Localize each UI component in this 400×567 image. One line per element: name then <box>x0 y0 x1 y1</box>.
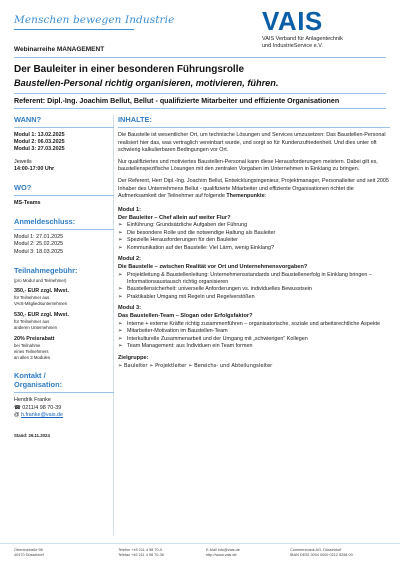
stand-date: Stand: 26.11.2024 <box>14 433 50 439</box>
email-icon: @ <box>14 411 20 418</box>
deadline-3: Modul 3: 18.03.2025 <box>14 248 64 255</box>
footer-text: Telefon +49 211 4 98 70-0 <box>118 548 162 552</box>
contact-email-link[interactable]: h.franke@vais.de <box>20 411 64 418</box>
logo-line-1: VAIS Verband für Anlagentechnik <box>262 36 343 42</box>
module-1-label: Modul 1: <box>118 206 141 213</box>
fee-others: 530,- EUR zzgl. Mwst. <box>14 312 69 319</box>
list-item: ➢ Baustellensicherheit: universelle Anforderungen vs. individuelles Bewusstsein <box>118 286 390 293</box>
module-3-list <box>118 321 390 351</box>
intro-paragraph-1: Die Baustelle ist wesentlicher Ort, um technische Lösungen und Services umzusetzen: Das Baustellen-Personal realisiert hier das, was vertraglich vereinbart wurde, und sorgt so für Kundenzufriedenheit. Und dies unter oft schwierig kalkulierbaren Bedingungen vor Ort. <box>118 132 386 154</box>
contact-name: Hendrik Franke <box>14 397 51 404</box>
date-1: Modul 1: 13.02.2025 <box>14 132 65 138</box>
divider-top <box>14 57 386 58</box>
p3-colon: : <box>264 193 267 200</box>
module-2-title: Die Baustelle – zwischen Realität vor Ort und Unternehmensvorgaben? <box>118 263 308 270</box>
footer-address <box>14 548 44 558</box>
contents-rule <box>118 127 390 128</box>
footer-text: Commerzbank AG, Düsseldorf <box>290 548 342 552</box>
footer-text: http://www.vais.de <box>206 553 237 557</box>
footer-text: 40470 Düsseldorf <box>14 553 44 557</box>
contact-email-row <box>14 412 114 419</box>
page-subtitle: Baustellen-Personal richtig organisieren, motivieren, führen. <box>14 78 279 88</box>
module-1-list <box>118 222 390 252</box>
footer-text: IBAN DE52 3004 0000 0212 8258 00 <box>290 553 353 557</box>
logo-mark: VAIS <box>262 6 323 36</box>
left-column <box>14 115 114 439</box>
date-3: Modul 3: 27.03.2025 <box>14 146 65 153</box>
footer-bank <box>290 548 353 558</box>
list-item: ➢ Mitarbeiter-Motivation im Baustellen-Team <box>118 328 390 335</box>
footer-text: Oberenstraße 96 <box>14 548 43 552</box>
deadline-1: Modul 1: 27.01.2025 <box>14 234 64 241</box>
fee-members-b: VAIS-Mitgliedsunternehmen <box>14 301 68 307</box>
time-range: 14:00-17:00 Uhr <box>14 165 55 172</box>
contents-heading: INHALTE: <box>118 115 152 124</box>
p3-text: Der Referent, Herr Dipl.-Ing. Joachim Bellut, Entwicklungsingenieur, Projektmanager, Personalleiter und seit 2005 Inhaber des Unternehmens Bellut - qualifizierte Mitarbeiter und effiziente Organisationen richtet die Aufmerksamkeit der Teilnehmer auf folgende <box>118 177 389 200</box>
list-item: ➢ Interkulturelle Zusammenarbeit und der Umgang mit „schwierigen" Kollegen <box>118 336 390 343</box>
logo-line-2: und IndustrieService e.V. <box>262 42 323 49</box>
footer-web <box>206 548 240 558</box>
module-2-label: Modul 2: <box>118 255 141 262</box>
list-item: ➢ Projektleitung & Baustellenleitung: Unternehmensstandards und Baustellenerfolg in Einklang bringen – Informationsaustausch richtig organisieren <box>118 272 390 287</box>
location: MS-Teams <box>14 200 41 207</box>
module-2-list <box>118 272 390 302</box>
discount-line-4: an allen 3 Modulen <box>14 355 51 361</box>
contact-phone: ☎ 0211/4 98 70-39 <box>14 404 62 411</box>
list-item: ➢ Einführung: Grundsätzliche Aufgaben der Führung <box>118 222 390 229</box>
when-heading: WANN? <box>14 115 42 124</box>
intro-paragraph-2: Nur qualifiziertes und motiviertes Baustellen-Personal kann diese Herausforderungen meistern. Dabei gilt es, baustellenspezifische Lösungen mit den zentralen Vorgaben im Unternehmen in Einklang zu bringen. <box>118 158 378 173</box>
list-item: ➢ Spezielle Herausforderungen für den Bauleiter <box>118 237 390 244</box>
target-group-heading: Zielgruppe: <box>118 355 149 362</box>
list-item: ➢ Interne + externe Kräfte richtig zusammenführen – organisatorische, soziale und arbeitsrechtliche Aspekte <box>118 321 390 328</box>
where-heading: WO? <box>14 183 32 193</box>
contact-heading-2: Organisation: <box>14 380 63 390</box>
discount-line-2: bei Teilnahme <box>14 343 41 349</box>
module-3-label: Modul 3: <box>118 305 141 312</box>
deadline-heading: Anmeldeschluss: <box>14 217 76 227</box>
list-item: ➢ Kommunikation auf der Baustelle: Viel Lärm, wenig Einklang? <box>118 245 390 252</box>
date-2: Modul 2: 06.03.2025 <box>14 139 65 146</box>
divider-mid <box>14 93 386 94</box>
series-label: Webinarreihe MANAGEMENT <box>14 46 105 53</box>
when-rule <box>14 127 114 128</box>
fee-subtitle: (pro Modul und Teilnehmer) <box>14 277 67 283</box>
contact-heading-1: Kontakt / <box>14 371 46 381</box>
slogan: Menschen bewegen Industrie <box>14 14 175 26</box>
p3-emphasis: Themenpunkte <box>226 193 265 200</box>
fee-heading: Teilnahmegebühr: <box>14 265 78 275</box>
module-1-title: Der Bauleiter – Chef allein auf weiter Flur? <box>118 214 231 221</box>
fee-others-a: für Teilnehmer aus <box>14 319 50 325</box>
footer-text: Telefax +49 211 4 98 70-36 <box>118 553 164 557</box>
target-group-list: ➢ Bauleiter ➢ Projektleiter ➢ Bereichs- und Abteilungsleiter <box>118 363 273 370</box>
list-item: ➢ Die besondere Rolle und die notwendige Haltung als Bauleiter <box>118 230 390 237</box>
list-item: ➢ Team Management: aus Individuen ein Team formen <box>118 343 390 350</box>
module-3-title: Das Baustellen-Team – Slogan oder Erfolgsfaktor? <box>118 312 253 319</box>
divider-referent <box>14 108 386 109</box>
contact-rule <box>14 392 114 393</box>
referent-line: Referent: Dipl.-Ing. Joachim Bellut, Bellut - qualifizierte Mitarbeiter und effiziente Organisationen <box>14 97 340 105</box>
fee-members: 350,- EUR zzgl. Mwst. <box>14 287 69 294</box>
fee-others-b: anderen Unternehmen <box>14 325 57 331</box>
header <box>0 0 400 62</box>
intro-paragraph-3 <box>118 178 390 201</box>
discount-line-3: eines Teilnehmers <box>14 349 49 355</box>
right-column <box>118 115 390 371</box>
list-item: ➢ Praktikabler Umgang mit Regeln und Regelverstößen <box>118 294 390 301</box>
where-rule <box>14 195 114 196</box>
footer <box>0 543 400 567</box>
vais-logo <box>262 8 382 49</box>
discount-line-1: 20% Preisrabatt <box>14 336 55 343</box>
deadline-rule <box>14 229 114 230</box>
footer-phone <box>118 548 164 558</box>
fee-members-a: für Teilnehmer aus <box>14 295 50 301</box>
page-title: Der Bauleiter in einer besonderen Führungsrolle <box>14 64 245 75</box>
jeweils-label: Jeweils <box>14 158 32 165</box>
footer-text: E-Mail info@vais.de <box>206 548 240 552</box>
slogan-underline <box>14 29 134 30</box>
deadline-2: Modul 2: 25.02.2025 <box>14 241 64 248</box>
